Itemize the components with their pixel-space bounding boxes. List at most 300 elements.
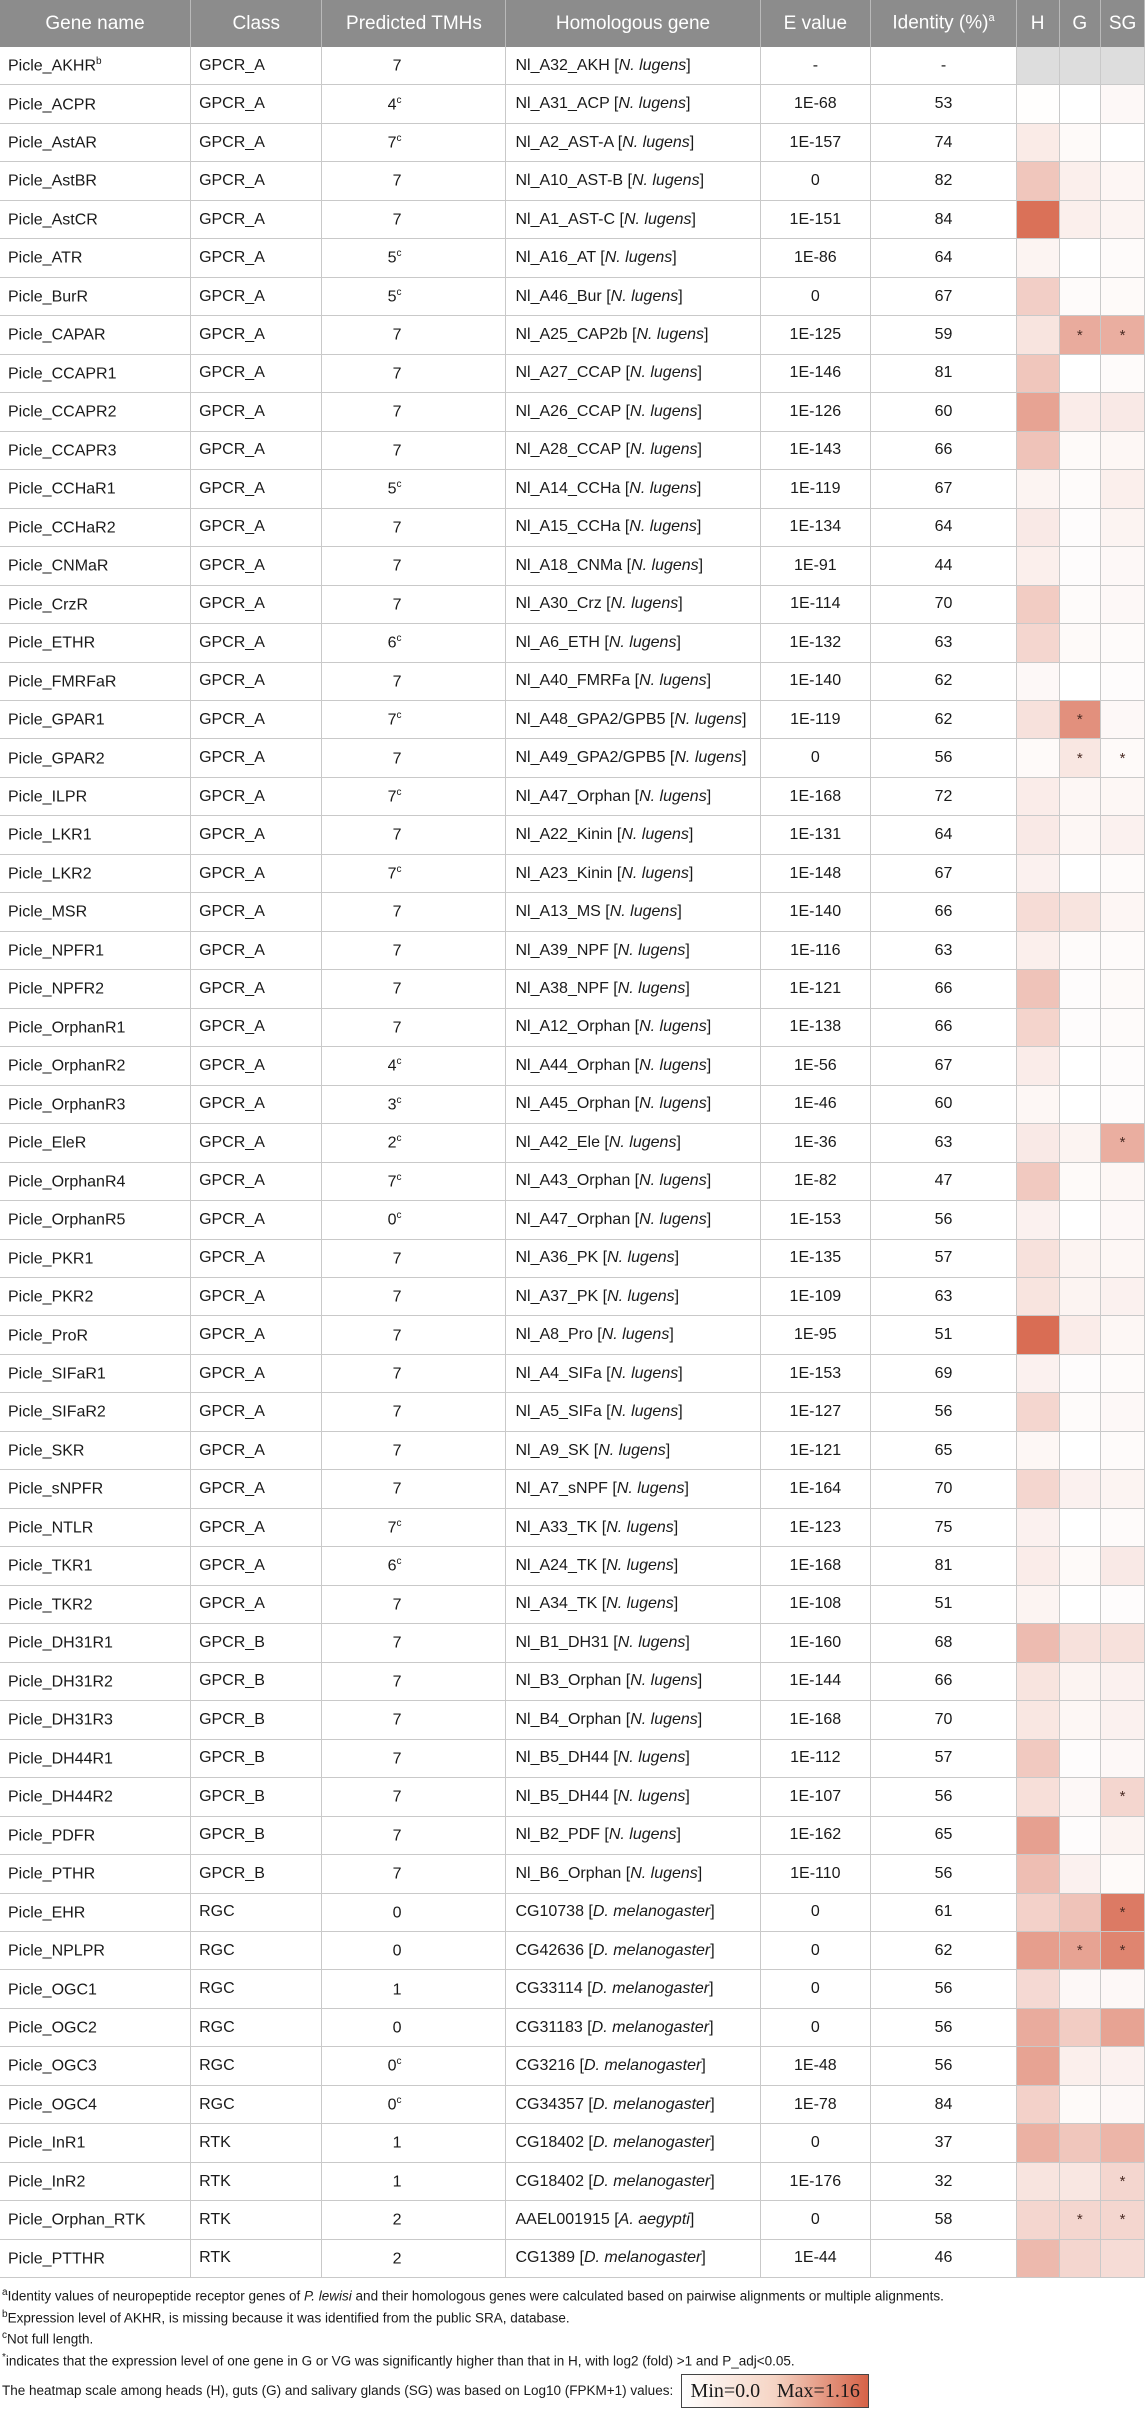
gene-name-text: Picle_PTHR	[8, 1865, 96, 1883]
cell-identity: 61	[871, 1893, 1017, 1931]
heat-cell-g	[1059, 970, 1101, 1008]
cell-class: GPCR_A	[191, 393, 322, 431]
heat-cell-h	[1016, 162, 1059, 200]
homolog-id: Nl_A40_FMRFa	[515, 672, 631, 690]
footnote-c-marker: c	[2, 2330, 7, 2342]
heat-cell-sg	[1101, 1047, 1145, 1085]
cell-identity: 56	[871, 1855, 1017, 1893]
cell-class: GPCR_A	[191, 1047, 322, 1085]
cell-gene-name	[0, 2239, 191, 2277]
heat-cell-h	[1016, 2201, 1059, 2239]
gene-name-text: Picle_OrphanR5	[8, 1211, 126, 1229]
heat-cell-g	[1059, 2201, 1101, 2239]
cell-e-value: 1E-168	[760, 1547, 871, 1585]
heat-cell-sg	[1101, 1662, 1145, 1700]
cell-gene-name	[0, 700, 191, 738]
cell-e-value: 1E-121	[760, 1431, 871, 1469]
cell-class: GPCR_A	[191, 1239, 322, 1277]
heat-cell-h	[1016, 739, 1059, 777]
cell-predicted-tmhs	[322, 1047, 506, 1085]
tmh-value: 7	[392, 1326, 402, 1344]
tmh-value: 7	[392, 1865, 402, 1883]
heat-cell-sg	[1101, 431, 1145, 469]
cell-predicted-tmhs	[322, 1816, 506, 1854]
cell-predicted-tmhs	[322, 1124, 506, 1162]
tmh-sup: c	[396, 94, 402, 106]
cell-predicted-tmhs	[322, 700, 506, 738]
tmh-value: 5	[387, 288, 397, 306]
cell-identity: 62	[871, 700, 1017, 738]
tmh-value: 7	[392, 595, 402, 613]
tmh-value: 4	[387, 95, 397, 113]
homolog-species: N. lugens	[609, 903, 678, 921]
cell-class: RGC	[191, 2008, 322, 2046]
tmh-sup: c	[396, 1171, 402, 1183]
cell-identity: 65	[871, 1816, 1017, 1854]
heat-cell-sg	[1101, 2124, 1145, 2162]
cell-homologous-gene: CG3216 [D. melanogaster]	[506, 2047, 760, 2085]
gene-name-text: Picle_CCHaR1	[8, 480, 116, 498]
heat-cell-sg	[1101, 1701, 1145, 1739]
cell-homologous-gene: Nl_A40_FMRFa [N. lugens]	[506, 662, 760, 700]
homolog-species: N. lugens	[598, 1441, 666, 1459]
cell-homologous-gene: Nl_B6_Orphan [N. lugens]	[506, 1855, 760, 1893]
cell-class: GPCR_A	[191, 123, 322, 161]
cell-identity: 70	[871, 585, 1017, 623]
heat-cell-g	[1059, 662, 1101, 700]
homolog-id: Nl_A42_Ele	[515, 1133, 600, 1151]
heat-cell-sg	[1101, 1431, 1145, 1469]
significance-star: *	[1119, 1134, 1126, 1152]
cell-gene-name	[0, 47, 191, 85]
heat-cell-g	[1059, 47, 1101, 85]
heat-cell-g	[1059, 2047, 1101, 2085]
heat-cell-g	[1059, 1393, 1101, 1431]
tmh-sup: c	[396, 479, 402, 491]
homolog-id: Nl_A22_Kinin	[515, 826, 613, 844]
cell-gene-name	[0, 354, 191, 392]
table-row	[0, 1393, 1145, 1431]
significance-star: *	[1076, 326, 1083, 344]
heat-cell-h	[1016, 547, 1059, 585]
table-row	[0, 2008, 1145, 2046]
cell-class: GPCR_A	[191, 1085, 322, 1123]
table-row	[0, 662, 1145, 700]
significance-star: *	[1119, 1788, 1126, 1806]
table-row	[0, 1239, 1145, 1277]
gene-name-text: Picle_CrzR	[8, 595, 89, 613]
heat-cell-g	[1059, 316, 1101, 354]
gene-name-text: Picle_DH44R1	[8, 1750, 113, 1768]
cell-class: RGC	[191, 1970, 322, 2008]
cell-identity: 56	[871, 1970, 1017, 2008]
cell-class: RTK	[191, 2239, 322, 2277]
cell-gene-name	[0, 854, 191, 892]
gene-name-text: Picle_CCAPR2	[8, 403, 117, 421]
cell-e-value: 1E-91	[760, 547, 871, 585]
cell-class: GPCR_A	[191, 1585, 322, 1623]
tmh-value: 7	[392, 326, 402, 344]
cell-identity: 66	[871, 970, 1017, 1008]
tmh-value: 1	[392, 1980, 402, 1998]
homolog-species: N. lugens	[674, 710, 742, 728]
heat-cell-sg	[1101, 1931, 1145, 1969]
table-row	[0, 700, 1145, 738]
table-row	[0, 1085, 1145, 1123]
tmh-value: 7	[392, 826, 402, 844]
cell-predicted-tmhs	[322, 1701, 506, 1739]
cell-identity: 84	[871, 200, 1017, 238]
heat-cell-g	[1059, 1162, 1101, 1200]
cell-class: GPCR_A	[191, 277, 322, 315]
table-row	[0, 1970, 1145, 2008]
cell-e-value: 1E-119	[760, 470, 871, 508]
heat-cell-g	[1059, 508, 1101, 546]
cell-predicted-tmhs	[322, 1278, 506, 1316]
cell-gene-name	[0, 277, 191, 315]
cell-homologous-gene: Nl_A24_TK [N. lugens]	[506, 1547, 760, 1585]
cell-homologous-gene: Nl_A47_Orphan [N. lugens]	[506, 777, 760, 815]
heat-cell-sg	[1101, 1354, 1145, 1392]
heat-cell-sg	[1101, 1201, 1145, 1239]
gene-name-text: Picle_PTTHR	[8, 2250, 105, 2268]
heat-cell-sg	[1101, 893, 1145, 931]
footnote-star	[0, 2349, 1145, 2371]
heat-cell-h	[1016, 1931, 1059, 1969]
cell-identity: 60	[871, 1085, 1017, 1123]
gene-name-text: Picle_DH31R2	[8, 1673, 113, 1691]
cell-homologous-gene: Nl_A5_SIFa [N. lugens]	[506, 1393, 760, 1431]
cell-homologous-gene: CG10738 [D. melanogaster]	[506, 1893, 760, 1931]
homolog-id: Nl_B1_DH31	[515, 1633, 609, 1651]
significance-star: *	[1076, 749, 1083, 767]
cell-e-value: 1E-153	[760, 1201, 871, 1239]
cell-e-value: 0	[760, 2008, 871, 2046]
heat-cell-sg	[1101, 1778, 1145, 1816]
cell-identity: 47	[871, 1162, 1017, 1200]
heat-cell-sg	[1101, 508, 1145, 546]
cell-class: GPCR_A	[191, 1547, 322, 1585]
heat-cell-h	[1016, 1162, 1059, 1200]
cell-class: GPCR_A	[191, 777, 322, 815]
homolog-species: N. lugens	[616, 1480, 685, 1498]
table-row	[0, 931, 1145, 969]
heatmap-scale-row	[0, 2374, 1145, 2408]
gene-name-text: Picle_PKR2	[8, 1288, 94, 1306]
cell-e-value: 1E-143	[760, 431, 871, 469]
cell-e-value: 1E-112	[760, 1739, 871, 1777]
tmh-sup: c	[396, 2094, 402, 2106]
footnote-c	[0, 2327, 1145, 2349]
tmh-value: 7	[392, 1711, 402, 1729]
heat-cell-sg	[1101, 700, 1145, 738]
cell-homologous-gene: Nl_A9_SK [N. lugens]	[506, 1431, 760, 1469]
heat-cell-h	[1016, 931, 1059, 969]
heat-cell-sg	[1101, 739, 1145, 777]
gene-name-text: Picle_TKR1	[8, 1557, 93, 1575]
table-row	[0, 1624, 1145, 1662]
heat-cell-h	[1016, 239, 1059, 277]
tmh-value: 0	[392, 1942, 402, 1960]
heat-cell-sg	[1101, 1816, 1145, 1854]
gene-name-text: Picle_DH31R3	[8, 1711, 113, 1729]
cell-identity: 81	[871, 354, 1017, 392]
heat-cell-g	[1059, 239, 1101, 277]
heat-cell-h	[1016, 1008, 1059, 1046]
cell-homologous-gene: Nl_A38_NPF [N. lugens]	[506, 970, 760, 1008]
homolog-id: Nl_A37_PK	[515, 1287, 599, 1305]
significance-star: *	[1119, 326, 1126, 344]
cell-gene-name	[0, 1201, 191, 1239]
heat-cell-g	[1059, 777, 1101, 815]
heat-cell-sg	[1101, 85, 1145, 123]
homolog-species: N. lugens	[604, 249, 673, 267]
cell-identity: 63	[871, 624, 1017, 662]
heat-cell-sg	[1101, 854, 1145, 892]
heatmap-scale-legend	[681, 2374, 869, 2408]
homolog-species: N. lugens	[630, 1864, 698, 1882]
cell-homologous-gene: CG34357 [D. melanogaster]	[506, 2085, 760, 2123]
gene-name-text: Picle_InR1	[8, 2134, 86, 2152]
cell-homologous-gene: Nl_A18_CNMa [N. lugens]	[506, 547, 760, 585]
homolog-id: CG3216	[515, 2057, 576, 2075]
cell-class: GPCR_A	[191, 316, 322, 354]
homolog-id: Nl_A15_CCHa	[515, 518, 621, 536]
cell-class: GPCR_A	[191, 47, 322, 85]
cell-e-value: 1E-109	[760, 1278, 871, 1316]
tmh-value: 7	[392, 1673, 402, 1691]
footnote-b-text: Expression level of AKHR, is missing because it was identified from the public SRA, database.	[7, 2310, 570, 2326]
gene-name-text: Picle_GPAR1	[8, 711, 105, 729]
cell-class: RGC	[191, 2085, 322, 2123]
heat-cell-g	[1059, 162, 1101, 200]
heat-cell-sg	[1101, 777, 1145, 815]
cell-class: GPCR_A	[191, 239, 322, 277]
cell-e-value: 1E-86	[760, 239, 871, 277]
cell-predicted-tmhs	[322, 816, 506, 854]
table-row	[0, 1778, 1145, 1816]
heat-cell-g	[1059, 2239, 1101, 2277]
cell-predicted-tmhs	[322, 2124, 506, 2162]
homolog-id: Nl_A25_CAP2b	[515, 326, 628, 344]
cell-homologous-gene: CG33114 [D. melanogaster]	[506, 1970, 760, 2008]
gene-name-text: Picle_DH44R2	[8, 1788, 113, 1806]
cell-gene-name	[0, 123, 191, 161]
cell-homologous-gene: CG18402 [D. melanogaster]	[506, 2162, 760, 2200]
homolog-id: Nl_A27_CCAP	[515, 364, 622, 382]
table-row	[0, 1816, 1145, 1854]
homolog-species: N. lugens	[608, 633, 677, 651]
heat-cell-sg	[1101, 470, 1145, 508]
table-row	[0, 1470, 1145, 1508]
cell-identity: 57	[871, 1739, 1017, 1777]
gene-name-text: Picle_ATR	[8, 249, 83, 267]
cell-homologous-gene: Nl_A47_Orphan [N. lugens]	[506, 1201, 760, 1239]
table-row	[0, 1201, 1145, 1239]
heat-cell-h	[1016, 393, 1059, 431]
cell-predicted-tmhs	[322, 739, 506, 777]
heat-cell-g	[1059, 624, 1101, 662]
cell-e-value: 1E-121	[760, 970, 871, 1008]
homolog-id: Nl_A7_sNPF	[515, 1480, 608, 1498]
gene-name-text: Picle_EleR	[8, 1134, 87, 1152]
heat-cell-h	[1016, 2047, 1059, 2085]
cell-class: GPCR_B	[191, 1701, 322, 1739]
cell-identity: 62	[871, 662, 1017, 700]
heat-cell-h	[1016, 2085, 1059, 2123]
cell-predicted-tmhs	[322, 123, 506, 161]
cell-gene-name	[0, 1624, 191, 1662]
cell-e-value: 0	[760, 739, 871, 777]
heat-cell-h	[1016, 354, 1059, 392]
significance-star: *	[1119, 2173, 1126, 2191]
tmh-value: 7	[392, 211, 402, 229]
cell-e-value: 1E-135	[760, 1239, 871, 1277]
cell-gene-name	[0, 1431, 191, 1469]
homolog-id: Nl_A33_TK	[515, 1518, 598, 1536]
heat-cell-sg	[1101, 1085, 1145, 1123]
cell-homologous-gene: Nl_A36_PK [N. lugens]	[506, 1239, 760, 1277]
cell-predicted-tmhs	[322, 547, 506, 585]
homolog-id: Nl_A10_AST-B	[515, 172, 624, 190]
cell-class: GPCR_A	[191, 1508, 322, 1546]
heat-cell-sg	[1101, 316, 1145, 354]
heat-cell-sg	[1101, 1508, 1145, 1546]
heat-cell-g	[1059, 470, 1101, 508]
cell-gene-name	[0, 2085, 191, 2123]
homolog-species: N. lugens	[629, 441, 698, 459]
cell-class: GPCR_A	[191, 662, 322, 700]
cell-class: GPCR_A	[191, 1470, 322, 1508]
gene-name-text: Picle_NPLPR	[8, 1942, 105, 1960]
heat-cell-sg	[1101, 2201, 1145, 2239]
heat-cell-g	[1059, 1970, 1101, 2008]
cell-homologous-gene: CG31183 [D. melanogaster]	[506, 2008, 760, 2046]
heat-cell-h	[1016, 1585, 1059, 1623]
homolog-species: D. melanogaster	[592, 1903, 711, 1921]
cell-e-value: 1E-146	[760, 354, 871, 392]
cell-gene-name	[0, 1008, 191, 1046]
heat-cell-g	[1059, 1008, 1101, 1046]
heat-cell-g	[1059, 1508, 1101, 1546]
cell-predicted-tmhs	[322, 1893, 506, 1931]
heat-cell-g	[1059, 700, 1101, 738]
tmh-value: 7	[392, 1750, 402, 1768]
heat-cell-sg	[1101, 162, 1145, 200]
table-row	[0, 1893, 1145, 1931]
cell-homologous-gene: AAEL001915 [A. aegypti]	[506, 2201, 760, 2239]
heat-cell-h	[1016, 1124, 1059, 1162]
cell-e-value: 1E-44	[760, 2239, 871, 2277]
heat-cell-h	[1016, 1662, 1059, 1700]
gene-name-text: Picle_MSR	[8, 903, 88, 921]
homolog-id: CG18402	[515, 2172, 584, 2190]
gene-name-text: Picle_OrphanR4	[8, 1172, 126, 1190]
cell-gene-name	[0, 893, 191, 931]
heat-cell-h	[1016, 1354, 1059, 1392]
homolog-id: Nl_A4_SIFa	[515, 1364, 602, 1382]
homolog-species: N. lugens	[617, 1749, 686, 1767]
heat-cell-g	[1059, 277, 1101, 315]
cell-gene-name	[0, 1739, 191, 1777]
tmh-value: 1	[392, 2173, 402, 2191]
heat-cell-g	[1059, 1354, 1101, 1392]
cell-predicted-tmhs	[322, 393, 506, 431]
heat-cell-g	[1059, 1124, 1101, 1162]
cell-e-value: 1E-114	[760, 585, 871, 623]
cell-predicted-tmhs	[322, 2201, 506, 2239]
heat-cell-h	[1016, 47, 1059, 85]
cell-identity: 56	[871, 2008, 1017, 2046]
tmh-sup: c	[396, 710, 402, 722]
cell-class: GPCR_A	[191, 162, 322, 200]
cell-e-value: -	[760, 47, 871, 85]
tmh-value: 7	[392, 57, 402, 75]
homolog-id: CG10738	[515, 1903, 584, 1921]
cell-gene-name	[0, 547, 191, 585]
cell-class: GPCR_A	[191, 1278, 322, 1316]
cell-e-value: 1E-107	[760, 1778, 871, 1816]
cell-gene-name	[0, 1316, 191, 1354]
heat-cell-g	[1059, 739, 1101, 777]
table-row	[0, 1739, 1145, 1777]
table-row	[0, 2085, 1145, 2123]
homolog-species: N. lugens	[618, 95, 686, 113]
cell-class: GPCR_B	[191, 1855, 322, 1893]
cell-class: GPCR_B	[191, 1816, 322, 1854]
heat-cell-h	[1016, 1431, 1059, 1469]
gene-name-text: Picle_OGC2	[8, 2019, 97, 2037]
homolog-species: N. lugens	[629, 402, 698, 420]
tmh-sup: c	[396, 786, 402, 798]
homolog-species: D. melanogaster	[591, 2018, 710, 2036]
cell-class: RTK	[191, 2124, 322, 2162]
table-row	[0, 2124, 1145, 2162]
heat-cell-g	[1059, 1893, 1101, 1931]
tmh-value: 7	[387, 1172, 397, 1190]
heat-cell-g	[1059, 1662, 1101, 1700]
homolog-species: N. lugens	[618, 56, 687, 74]
cell-homologous-gene: Nl_A26_CCAP [N. lugens]	[506, 393, 760, 431]
heat-cell-g	[1059, 931, 1101, 969]
cell-identity: 66	[871, 1662, 1017, 1700]
cell-identity: 51	[871, 1316, 1017, 1354]
cell-identity: 81	[871, 1547, 1017, 1585]
gene-name-text: Picle_NPFR1	[8, 942, 105, 960]
heat-cell-sg	[1101, 2162, 1145, 2200]
heat-cell-g	[1059, 1470, 1101, 1508]
cell-e-value: 1E-148	[760, 854, 871, 892]
cell-identity: 67	[871, 1047, 1017, 1085]
homolog-species: N. lugens	[610, 287, 679, 305]
cell-predicted-tmhs	[322, 508, 506, 546]
cell-homologous-gene: Nl_A28_CCAP [N. lugens]	[506, 431, 760, 469]
cell-gene-name	[0, 2201, 191, 2239]
cell-gene-name	[0, 1470, 191, 1508]
cell-gene-name	[0, 739, 191, 777]
heat-cell-g	[1059, 585, 1101, 623]
heat-cell-h	[1016, 123, 1059, 161]
cell-homologous-gene: Nl_A31_ACP [N. lugens]	[506, 85, 760, 123]
heat-cell-sg	[1101, 393, 1145, 431]
table-row	[0, 1585, 1145, 1623]
cell-identity: 63	[871, 1278, 1017, 1316]
homolog-species: D. melanogaster	[592, 1941, 711, 1959]
cell-homologous-gene: Nl_A25_CAP2b [N. lugens]	[506, 316, 760, 354]
homolog-species: N. lugens	[617, 941, 686, 959]
cell-e-value: 1E-125	[760, 316, 871, 354]
heat-cell-h	[1016, 1201, 1059, 1239]
